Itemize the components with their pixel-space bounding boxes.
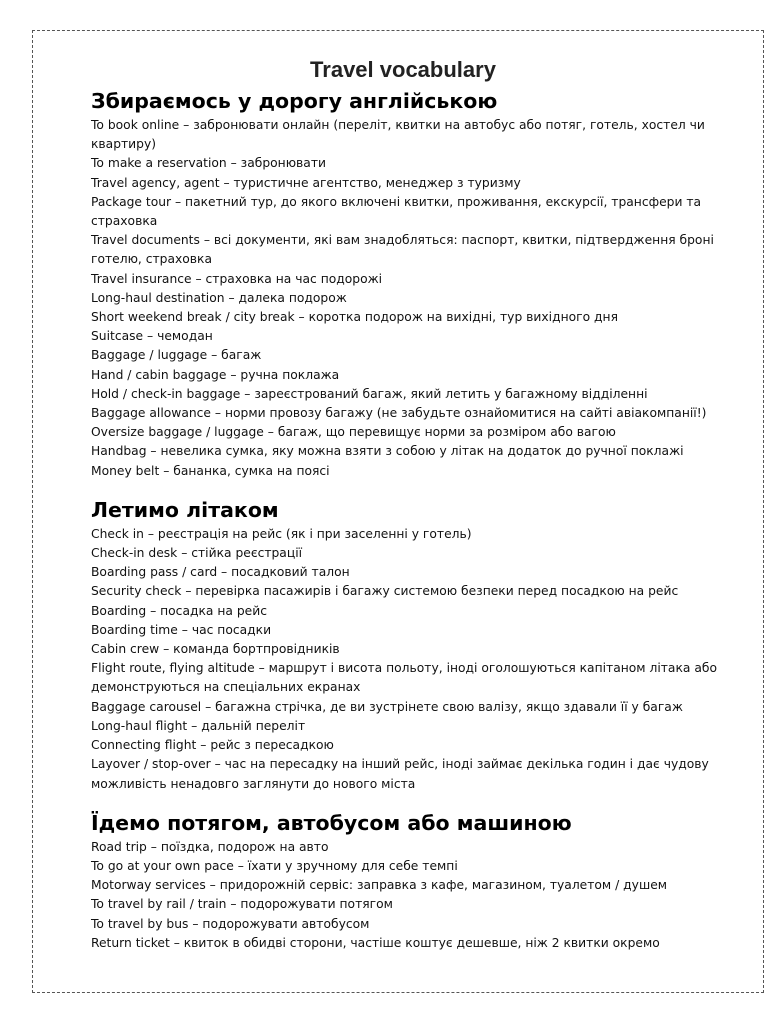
vocabulary-entry: Return ticket – квиток в обидві сторони, частіше коштує дешевше, ніж 2 квитки окремо xyxy=(91,935,660,950)
vocabulary-entry: Hold / check-in baggage – зареєстрований багаж, який летить у багажному відділенні xyxy=(91,386,648,401)
vocabulary-entry: Short weekend break / city break – коротка подорож на вихідні, тур вихідного дня xyxy=(91,310,618,325)
vocabulary-entry: Boarding – посадка на рейс xyxy=(91,603,267,618)
vocabulary-entry: Long-haul destination – далека подорож xyxy=(91,290,347,305)
vocabulary-entry: Boarding pass / card – посадковий талон xyxy=(91,565,350,580)
sections-container xyxy=(91,86,731,953)
vocabulary-entry: Travel agency, agent – туристичне агентство, менеджер з туризму xyxy=(91,175,521,190)
vocabulary-entry: Baggage carousel – багажна стрічка, де ви зустрінете свою валізу, якщо здавали її у багаж xyxy=(91,699,683,714)
section-heading: Летимо літаком xyxy=(91,497,279,522)
vocabulary-entry: Security check – перевірка пасажирів і багажу системою безпеки перед посадкою на рейс xyxy=(91,584,679,599)
vocabulary-entry: To go at your own pace – їхати у зручному для себе темпі xyxy=(91,858,458,873)
vocabulary-entry: Suitcase – чемодан xyxy=(91,329,213,344)
section-heading: Їдемо потягом, автобусом або машиною xyxy=(91,810,572,835)
document-body xyxy=(91,54,731,953)
vocabulary-entry: Motorway services – придорожній сервіс: заправка з кафе, магазином, туалетом / душем xyxy=(91,878,668,893)
vocabulary-entry: Travel documents – всі документи, які вам знадобляться: паспорт, квитки, підтвердження броні готелю, страховка xyxy=(91,233,714,267)
vocabulary-section xyxy=(91,86,731,481)
vocabulary-entry: To travel by rail / train – подорожувати потягом xyxy=(91,897,393,912)
page-title: Travel vocabulary xyxy=(310,57,496,82)
vocabulary-entry: Baggage allowance – норми провозу багажу (не забудьте ознайомитися на сайті авіакомпанії!) xyxy=(91,406,707,421)
vocabulary-entry: Check in – реєстрація на рейс (як і при заселенні у готель) xyxy=(91,526,472,541)
vocabulary-entry: Baggage / luggage – багаж xyxy=(91,348,262,363)
vocabulary-entry: Layover / stop-over – час на пересадку на інший рейс, іноді займає декілька годин і дає чудову можливість ненадовго заглянути до нового міста xyxy=(91,757,709,791)
vocabulary-entry: Cabin crew – команда бортпровідників xyxy=(91,642,340,657)
vocabulary-entry: Long-haul flight – дальній переліт xyxy=(91,718,306,733)
vocabulary-entry: To travel by bus – подорожувати автобусом xyxy=(91,916,370,931)
vocabulary-section xyxy=(91,495,731,794)
vocabulary-entry: Oversize baggage / luggage – багаж, що перевищує норми за розміром або вагою xyxy=(91,425,616,440)
vocabulary-section xyxy=(91,808,731,953)
vocabulary-entry: Connecting flight – рейс з пересадкою xyxy=(91,738,334,753)
vocabulary-entry: Handbag – невелика сумка, яку можна взяти з собою у літак на додаток до ручної поклажі xyxy=(91,444,684,459)
vocabulary-entry: Flight route, flying altitude – маршрут і висота польоту, іноді оголошуються капітаном літака або демонструються на спеціальних екранах xyxy=(91,661,717,695)
vocabulary-entry: Check-in desk – стійка реєстрації xyxy=(91,546,303,561)
vocabulary-entry: Hand / cabin baggage – ручна поклажа xyxy=(91,367,340,382)
vocabulary-entry: To make a reservation – забронювати xyxy=(91,156,326,171)
vocabulary-entry: Package tour – пакетний тур, до якого включені квитки, проживання, екскурсії, трансфери та страховка xyxy=(91,194,702,229)
vocabulary-entry: Road trip – поїздка, подорож на авто xyxy=(91,839,329,854)
vocabulary-entry: Boarding time – час посадки xyxy=(91,622,272,637)
vocabulary-entry: Travel insurance – страховка на час подорожі xyxy=(91,271,383,286)
vocabulary-entry: Money belt – бананка, сумка на поясі xyxy=(91,463,330,478)
vocabulary-entry: To book online – забронювати онлайн (переліт, квитки на автобус або потяг, готель, хостел чи квартиру) xyxy=(91,118,705,152)
section-heading: Збираємось у дорогу англійською xyxy=(91,89,498,113)
